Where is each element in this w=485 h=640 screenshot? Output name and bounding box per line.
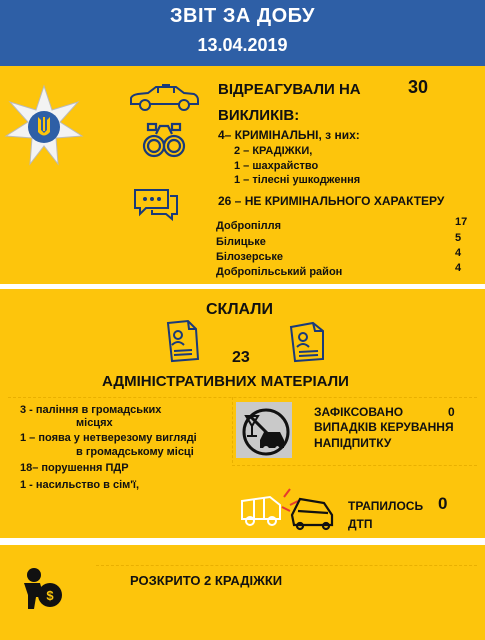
calls-panel	[0, 66, 485, 284]
chat-icon	[132, 186, 180, 222]
admin-item: 18– порушення ПДР	[20, 462, 129, 474]
location-name: Добропілля	[216, 220, 282, 232]
dtp-label: ТРАПИЛОСЬ	[348, 499, 424, 513]
svg-text:$: $	[46, 588, 54, 603]
drunk-count: 0	[448, 405, 455, 419]
location-name: Добропільський район	[216, 266, 343, 278]
no-drink-driving-icon	[236, 402, 292, 458]
handcuffs-icon	[140, 120, 188, 162]
location-count: 4	[455, 262, 462, 274]
document-icon	[158, 319, 202, 363]
dtp-line-2: ДТП	[348, 517, 373, 531]
drunk-line-3: НАПІДПИТКУ	[314, 436, 392, 450]
calls-count: 30	[408, 77, 429, 97]
location-count: 5	[455, 232, 462, 244]
report-header	[0, 0, 485, 66]
location-count: 4	[455, 247, 462, 259]
admin-panel	[0, 289, 485, 538]
solved-panel	[0, 545, 485, 640]
calls-label-2: ВИКЛИКІВ:	[218, 107, 300, 124]
drunk-line-2: ВИПАДКІВ КЕРУВАННЯ	[314, 420, 454, 434]
document-icon	[285, 319, 329, 363]
dtp-count: 0	[438, 494, 448, 513]
location-name: Білозерське	[216, 251, 284, 263]
admin-item: місцях	[76, 417, 113, 429]
admin-item: 3 - паління в громадських	[20, 404, 162, 416]
thief-icon	[16, 565, 64, 613]
location-name: Білицьке	[216, 236, 266, 248]
car-crash-icon	[240, 485, 336, 531]
admin-item: 1 - насильство в сім'ї,	[20, 479, 140, 491]
admin-subtitle: АДМІНІСТРАТИВНИХ МАТЕРІАЛИ	[102, 373, 349, 390]
noncriminal-count: 26 – НЕ КРИМІНАЛЬНОГО ХАРАКТЕРУ	[218, 194, 445, 208]
report-title: ЗВІТ ЗА ДОБУ	[170, 5, 315, 27]
report-date: 13.04.2019	[197, 35, 288, 55]
admin-title: СКЛАЛИ	[206, 301, 274, 318]
sub-fraud: 1 – шахрайство	[234, 160, 319, 172]
sub-injury: 1 – тілесні ушкодження	[234, 174, 361, 186]
solved-text: РОЗКРИТО 2 КРАДІЖКИ	[130, 573, 283, 588]
police-car-icon	[128, 84, 200, 114]
calls-label: ВІДРЕАГУВАЛИ НА	[218, 81, 361, 98]
criminal-count: 4– КРИМІНАЛЬНІ, з них:	[218, 128, 360, 142]
admin-count: 23	[232, 349, 250, 366]
drunk-line-1: ЗАФІКСОВАНО	[314, 405, 404, 419]
sub-thefts: 2 – КРАДІЖКИ,	[234, 145, 313, 157]
police-star-emblem-icon	[2, 84, 86, 168]
admin-item: в громадському місці	[76, 446, 194, 458]
admin-item: 1 – поява у нетверезому вигляді	[20, 432, 197, 444]
location-count: 17	[455, 216, 468, 228]
